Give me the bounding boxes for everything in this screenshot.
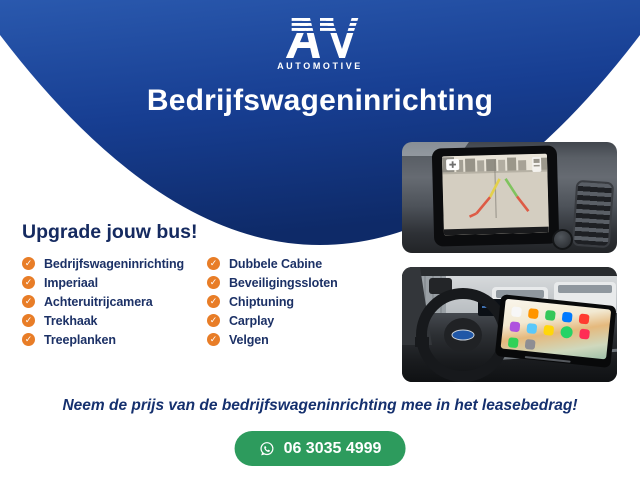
- check-circle-icon: [207, 295, 220, 308]
- list-item-label: Chiptuning: [229, 294, 294, 309]
- list-item-label: Achteruitrijcamera: [44, 294, 153, 309]
- upgrade-checklist: [22, 254, 382, 349]
- app-icon: [562, 312, 573, 323]
- list-item-label: Dubbele Cabine: [229, 256, 323, 271]
- whatsapp-phone-button[interactable]: [235, 431, 406, 466]
- dashboard-knob: [552, 229, 573, 250]
- camera-screen-display: [442, 154, 549, 236]
- check-circle-icon: [22, 276, 35, 289]
- wheel-spoke: [415, 337, 429, 347]
- app-icon: [543, 325, 554, 336]
- list-item-label: Beveiligingssloten: [229, 275, 338, 290]
- app-icon: [579, 313, 590, 324]
- list-item-label: Carplay: [229, 313, 275, 328]
- app-icon: [509, 321, 520, 332]
- carplay-app-icons: [508, 306, 606, 357]
- whatsapp-icon: [259, 441, 275, 457]
- check-circle-icon: [207, 333, 220, 346]
- list-item: [22, 311, 207, 330]
- list-item: [207, 254, 382, 273]
- list-item: [22, 273, 207, 292]
- list-item-label: Trekhaak: [44, 313, 98, 328]
- list-item: [22, 330, 207, 349]
- list-item-label: Bedrijfswageninrichting: [44, 256, 185, 271]
- check-circle-icon: [207, 257, 220, 270]
- list-item: [207, 292, 382, 311]
- list-item-label: Treeplanken: [44, 332, 116, 347]
- app-icon: [528, 308, 539, 319]
- av-monogram-icon: [274, 18, 366, 58]
- dashboard-air-vent: [572, 180, 615, 248]
- carplay-interieur-photo: [402, 267, 617, 382]
- list-item-label: Imperiaal: [44, 275, 98, 290]
- app-icon: [508, 337, 519, 348]
- brand-logo: [0, 18, 640, 71]
- app-icon: [526, 323, 537, 334]
- carplay-display: [501, 299, 612, 360]
- app-icon: [511, 306, 522, 317]
- cabin-roofline: [402, 267, 617, 276]
- check-circle-icon: [22, 314, 35, 327]
- list-item: [207, 273, 382, 292]
- checklist-column-left: [22, 254, 207, 349]
- list-item: [207, 311, 382, 330]
- app-icon: [545, 310, 556, 321]
- app-icon: [579, 329, 590, 340]
- ford-logo-icon: [452, 330, 475, 341]
- checklist-column-right: [207, 254, 382, 349]
- camera-view-graphic: [442, 154, 549, 236]
- steering-hub: [444, 318, 482, 352]
- page-title: Bedrijfswageninrichting: [146, 84, 494, 117]
- achteruitrijcamera-photo: [402, 142, 617, 253]
- check-circle-icon: [22, 295, 35, 308]
- check-circle-icon: [207, 276, 220, 289]
- app-icon: [525, 339, 536, 350]
- section-heading: Upgrade jouw bus!: [22, 221, 198, 243]
- lease-note: Neem de prijs van de bedrijfswageninrichting mee in het leasebedrag!: [62, 397, 578, 414]
- list-item: [22, 254, 207, 273]
- check-circle-icon: [207, 314, 220, 327]
- list-item-label: Velgen: [229, 332, 269, 347]
- check-circle-icon: [22, 257, 35, 270]
- carplay-screen-bezel: [495, 294, 617, 368]
- list-item: [207, 330, 382, 349]
- phone-number-label: 06 3035 4999: [283, 439, 382, 457]
- list-item: [22, 292, 207, 311]
- logo-wordmark: AUTOMOTIVE: [277, 61, 363, 71]
- check-circle-icon: [22, 333, 35, 346]
- phone-app-icon: [560, 326, 573, 339]
- camera-screen-bezel: [432, 145, 560, 246]
